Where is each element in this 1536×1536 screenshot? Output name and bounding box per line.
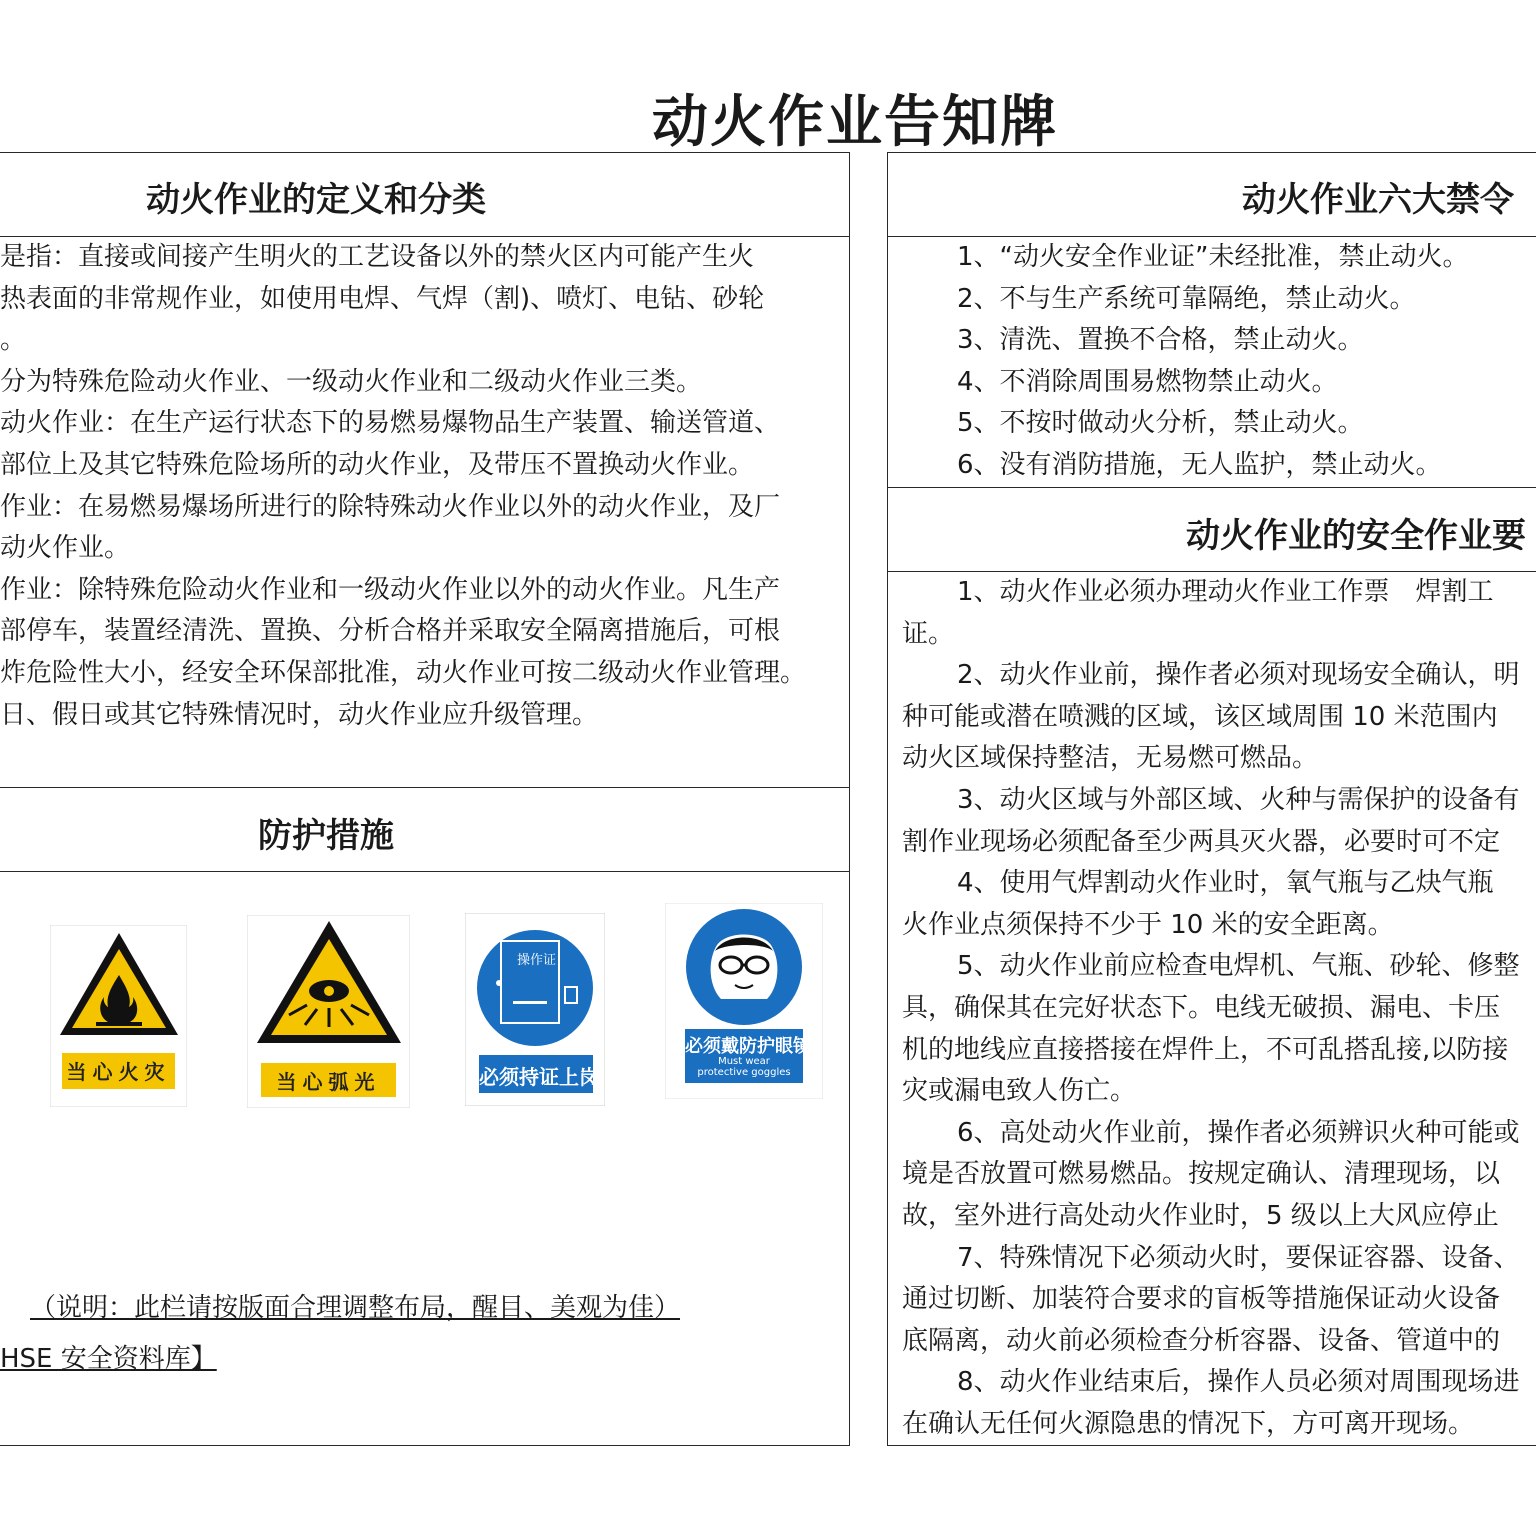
- protection-heading: 防护措施: [258, 816, 394, 856]
- req-lines-line: 动火区域保持整洁，无易燃可燃品。: [902, 743, 1319, 774]
- source-label: HSE 安全资料库】: [0, 1344, 217, 1374]
- req-lines-line: 割作业现场必须配备至少两具灭火器，必要时可不定: [902, 826, 1501, 857]
- frame-bottom-right: [887, 1445, 1536, 1446]
- req-lines-line: 3、动火区域与外部区域、火种与需保护的设备有: [957, 785, 1520, 815]
- req-lines-line: 底隔离，动火前必须检查分析容器、设备、管道中的: [902, 1325, 1501, 1356]
- protection-top-rule: [0, 787, 850, 788]
- def-lines-line: 作业：除特殊危险动火作业和一级动火作业以外的动火作业。凡生产: [0, 574, 781, 605]
- goggles-sub-label-1: Must wear: [718, 1056, 770, 1067]
- frame-top-right: [887, 152, 1536, 153]
- req-lines-line: 灾或漏电致人伤亡。: [902, 1076, 1137, 1107]
- req-lines-line: 通过切断、加装符合要求的盲板等措施保证动火设备: [902, 1284, 1501, 1315]
- frame-top-left: [0, 152, 850, 153]
- prohibitions-heading: 动火作业六大禁令: [1242, 180, 1514, 220]
- req-lines-line: 故，室外进行高处动火作业时，5 级以上大风应停止: [902, 1201, 1499, 1231]
- req-lines-line: 境是否放置可燃易燃品。按规定确认、清理现场，以: [902, 1159, 1501, 1190]
- layout-note: （说明：此栏请按版面合理调整布局，醒目、美观为佳）: [30, 1293, 681, 1323]
- certificate-required-label: 必须持证上岗: [479, 1065, 599, 1089]
- req-lines-line: 机的地线应直接搭接在焊件上，不可乱搭乱接,以防接: [902, 1034, 1509, 1065]
- fire-warning-label: 当心火灾: [66, 1060, 171, 1084]
- def-lines-line: 日、假日或其它特殊情况时，动火作业应升级管理。: [0, 699, 599, 730]
- def-lines-line: 热表面的非常规作业，如使用电焊、气焊（割)、喷灯、电钻、砂轮: [0, 283, 765, 314]
- def-lines-line: 动火作业。: [0, 533, 131, 564]
- req-lines-line: 火作业点须保持不少于 10 米的安全距离。: [902, 909, 1394, 940]
- proh-lines-line: 1、“动火安全作业证”未经批准，禁止动火。: [957, 242, 1469, 272]
- goggles-required-sign: [665, 903, 823, 1099]
- goggles-required-label: 必须戴防护眼镜: [685, 1036, 811, 1057]
- proh-lines-line: 4、不消除周围易燃物禁止动火。: [957, 366, 1338, 397]
- page-title: 动火作业告知牌: [652, 89, 1058, 155]
- req-lines-line: 具，确保其在完好状态下。电线无破损、漏电、卡压: [902, 993, 1501, 1023]
- def-lines-line: 作业：在易燃易爆场所进行的除特殊动火作业以外的动火作业，及厂: [0, 491, 781, 522]
- protection-heading-rule: [0, 871, 850, 872]
- fire-warning-sign: [50, 925, 187, 1107]
- frame-left-divider: [849, 152, 850, 1446]
- def-lines-line: 部停车，装置经清洗、置换、分析合格并采取安全隔离措施后，可根: [0, 616, 781, 647]
- def-lines-line: 分为特殊危险动火作业、一级动火作业和二级动火作业三类。: [0, 366, 703, 397]
- certificate-inner-text: 操作证: [517, 953, 557, 968]
- req-lines-line: 证。: [902, 618, 955, 649]
- frame-bottom-left: [0, 1445, 850, 1446]
- req-lines-line: 种可能或潜在喷溅的区域，该区域周围 10 米范围内: [902, 701, 1498, 732]
- def-lines-line: 炸危险性大小，经安全环保部批准，动火作业可按二级动火作业管理。: [0, 658, 807, 688]
- req-lines-line: 2、动火作业前，操作者必须对现场安全确认，明: [957, 660, 1520, 691]
- goggles-sub-label-2: protective goggles: [697, 1067, 791, 1078]
- def-lines-line: 动火作业：在生产运行状态下的易燃易爆物品生产装置、输送管道、: [0, 408, 781, 439]
- proh-lines-line: 5、不按时做动火分析，禁止动火。: [957, 408, 1364, 439]
- prohibitions-heading-rule: [887, 236, 1536, 237]
- arc-light-warning-label: 当心弧光: [276, 1070, 381, 1094]
- req-lines-line: 6、高处动火作业前，操作者必须辨识火种可能或: [957, 1117, 1520, 1148]
- arc-light-warning-sign: [247, 915, 410, 1108]
- req-lines-line: 在确认无任何火源隐患的情况下，方可离开现场。: [902, 1409, 1475, 1439]
- def-lines-line: 。: [0, 325, 27, 356]
- def-lines-line: 部位上及其它特殊危险场所的动火作业，及带压不置换动火作业。: [0, 450, 755, 480]
- def-lines-line: 是指：直接或间接产生明火的工艺设备以外的禁火区内可能产生火: [0, 242, 755, 272]
- req-lines-line: 7、特殊情况下必须动火时，要保证容器、设备、: [957, 1242, 1520, 1273]
- definition-heading: 动火作业的定义和分类: [146, 180, 486, 220]
- req-lines-line: 4、使用气焊割动火作业时，氧气瓶与乙炔气瓶: [957, 868, 1494, 899]
- req-lines-line: 5、动火作业前应检查电焊机、气瓶、砂轮、修整: [957, 951, 1520, 982]
- requirements-heading: 动火作业的安全作业要: [1186, 516, 1526, 556]
- certificate-required-sign: [465, 913, 605, 1106]
- req-lines-line: 8、动火作业结束后，操作人员必须对周围现场进: [957, 1367, 1520, 1398]
- frame-right-divider: [887, 152, 888, 1446]
- definition-heading-rule: [0, 236, 850, 237]
- proh-lines-line: 6、没有消防措施，无人监护，禁止动火。: [957, 450, 1442, 480]
- proh-lines-line: 3、清洗、置换不合格，禁止动火。: [957, 325, 1364, 356]
- requirements-top-rule: [887, 487, 1536, 488]
- req-lines-line: 1、动火作业必须办理动火作业工作票 焊割工: [957, 577, 1494, 607]
- proh-lines-line: 2、不与生产系统可靠隔绝，禁止动火。: [957, 283, 1416, 314]
- requirements-heading-rule: [887, 571, 1536, 572]
